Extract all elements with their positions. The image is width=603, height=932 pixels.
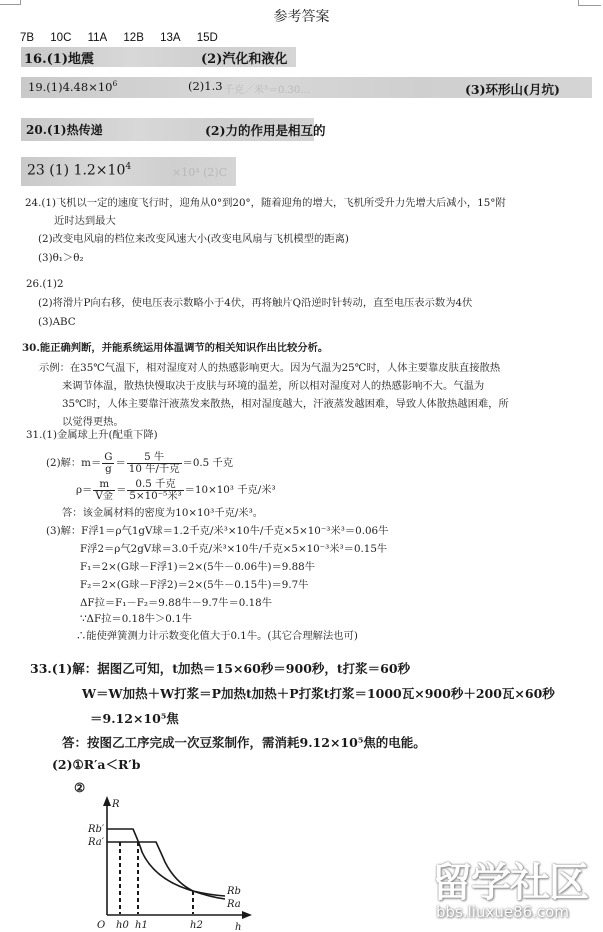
x-axis-arrow-icon (242, 911, 252, 919)
q16-part1: 16.(1)地震 (24, 52, 94, 67)
q30-line5: 以觉得更热。 (62, 416, 124, 428)
watermark-url: bbs.liuxue86.com (436, 903, 569, 921)
q19-part3: (3)环形山(月坑) (465, 82, 560, 97)
q30-line3: 来调节体温，散热快慢取决于皮肤与环境的温差，所以相对湿度对人的热感影响不大。气温为 (62, 380, 485, 392)
q26-line2: (2)将滑片P向右移，使电压表示数略小于4伏，再将触片Q沿逆时针转动，直至电压表示数为4伏 (38, 297, 473, 309)
choice-answer: 15D (196, 32, 218, 44)
q31-part2-density: ρ＝ $\frac{m}{\text{V金}}$ ＝ $\frac{\text{0.5 千克}}{\text{5×10⁻⁵米³}}$ ＝10×10³ 千克/米³ (76, 477, 276, 502)
resistance-height-chart (70, 790, 290, 932)
q19-part2: (2)1.3 (188, 79, 223, 93)
q31-part3-line6: ∵ΔF拉＝0.18牛＞0.1牛 (80, 613, 192, 625)
q33-line1: 33.(1)解：据图乙可知，t加热＝15×60秒＝900秒，t打浆＝60秒 (30, 661, 411, 676)
q26-line1: 26.(1)2 (26, 278, 64, 290)
q33-part2-line2: ② (74, 780, 86, 795)
q16-part2: (2)汽化和液化 (201, 52, 288, 67)
watermark-logo-text: 留学社区 (432, 860, 588, 906)
q30-line1: 30.能正确判断，并能系统运用体温调节的相关知识作出比较分析。 (22, 342, 329, 354)
tick-h2: h2 (190, 920, 203, 931)
q30-line4: 35℃时，人体主要靠汗液蒸发来散热，相对湿度越大，汗液蒸发越困难，导致人体散热越困难，所 (62, 398, 509, 410)
page-corner-top-left (0, 0, 21, 5)
q24-line4: (3)θ₁＞θ₂ (38, 252, 84, 264)
choice-answers (20, 32, 231, 44)
q31-part3-line4: F₂＝2×(G球－F浮2)＝2×(5牛－0.15牛)＝9.7牛 (80, 579, 309, 591)
q33-line3: ＝9.12×10⁵焦 (90, 711, 179, 726)
legend-rb: Rb (227, 886, 241, 897)
q31-part3-line1: (3)解：F浮1＝ρ气1gV球＝1.2千克/米³×10牛/千克×5×10⁻³米³＝0.06牛 (46, 525, 389, 537)
q31-part3-line7: ∴能使弹簧测力计示数变化值大于0.1牛。(其它合理解法也可) (76, 630, 358, 642)
choice-answer: 12B (123, 32, 144, 44)
q26-line3: (3)ABC (38, 316, 76, 328)
q33-answer: 答：按图乙工序完成一次豆浆制作，需消耗9.12×10⁵焦的电能。 (62, 735, 426, 750)
curve-ra (107, 842, 225, 899)
y-axis-label: R (112, 799, 120, 810)
tick-rb-prime: Rb′ (88, 824, 105, 835)
q19-part1: $19.(1)4.48\times 10^6$ (28, 79, 118, 94)
choice-answer: 10C (50, 32, 72, 44)
tick-h0: h0 (116, 920, 129, 931)
choice-answer: 13A (160, 32, 181, 44)
q24-line3: (2)改变电风扇的档位来改变风速大小(改变电风扇与飞机模型的距离) (38, 233, 349, 245)
x-axis-label: h (235, 922, 242, 932)
q31-part3-line5: ΔF拉＝F₁－F₂＝9.88牛－9.7牛＝0.18牛 (80, 597, 273, 609)
q20-part1: 20.(1)热传递 (26, 123, 103, 137)
page-title: 参考答案 (273, 9, 330, 25)
choice-answer: 7B (20, 32, 35, 44)
q19-faint-text: 千克／米³＝0.30… (224, 85, 311, 96)
y-axis-arrow-icon (103, 796, 111, 806)
q31-part3-line3: F₁＝2×(G球－F浮1)＝2×(5牛－0.06牛)＝9.88牛 (80, 561, 315, 573)
q31-part2-mass: (2)解：m＝ $\frac{G}{g}$ ＝ $\frac{\text{5 牛}}{\text{10 牛/千克}}$ ＝0.5 千克 (46, 450, 234, 475)
q33-line2: W＝W加热＋W打浆＝P加热t加热＋P打浆t打浆＝1000瓦×900秒＋200瓦×60秒 (82, 686, 555, 701)
origin-label: O (97, 920, 106, 931)
choice-answer: 11A (87, 32, 108, 44)
q31-answer: 答：该金属材料的密度为10×10³千克/米³。 (62, 507, 264, 519)
q33-part2-line1: (2)①R′a＜R′b (52, 757, 141, 772)
q20-part2: (2)力的作用是相互的 (205, 123, 326, 138)
q31-part3-line2: F浮2＝ρ气2gV球＝3.0千克/米³×10牛/千克×5×10⁻³米³＝0.15牛 (80, 543, 388, 555)
q31-line1: 31.(1)金属球上升(配重下降) (26, 429, 158, 441)
tick-h1: h1 (135, 920, 148, 931)
q23-part1: 23 (1) $1.2\times 10^4$ (27, 162, 132, 179)
q24-line2: 近时达到最大 (54, 215, 116, 227)
q24-line1: 24.(1)飞机以一定的速度飞行时，迎角从0°到20°，随着迎角的增大，飞机所受升力先增大后减小，15°附 (25, 197, 506, 209)
q30-line2: 示例：在35℃气温下，相对湿度对人的热感影响更大。因为气温为25℃时，人体主要靠皮肤直接散热 (39, 362, 501, 374)
q23-faint-text: ×10⁴ (2)C (172, 166, 228, 179)
tick-ra-prime: Ra′ (88, 837, 104, 848)
legend-ra: Ra (227, 899, 241, 910)
site-watermark (432, 862, 588, 920)
